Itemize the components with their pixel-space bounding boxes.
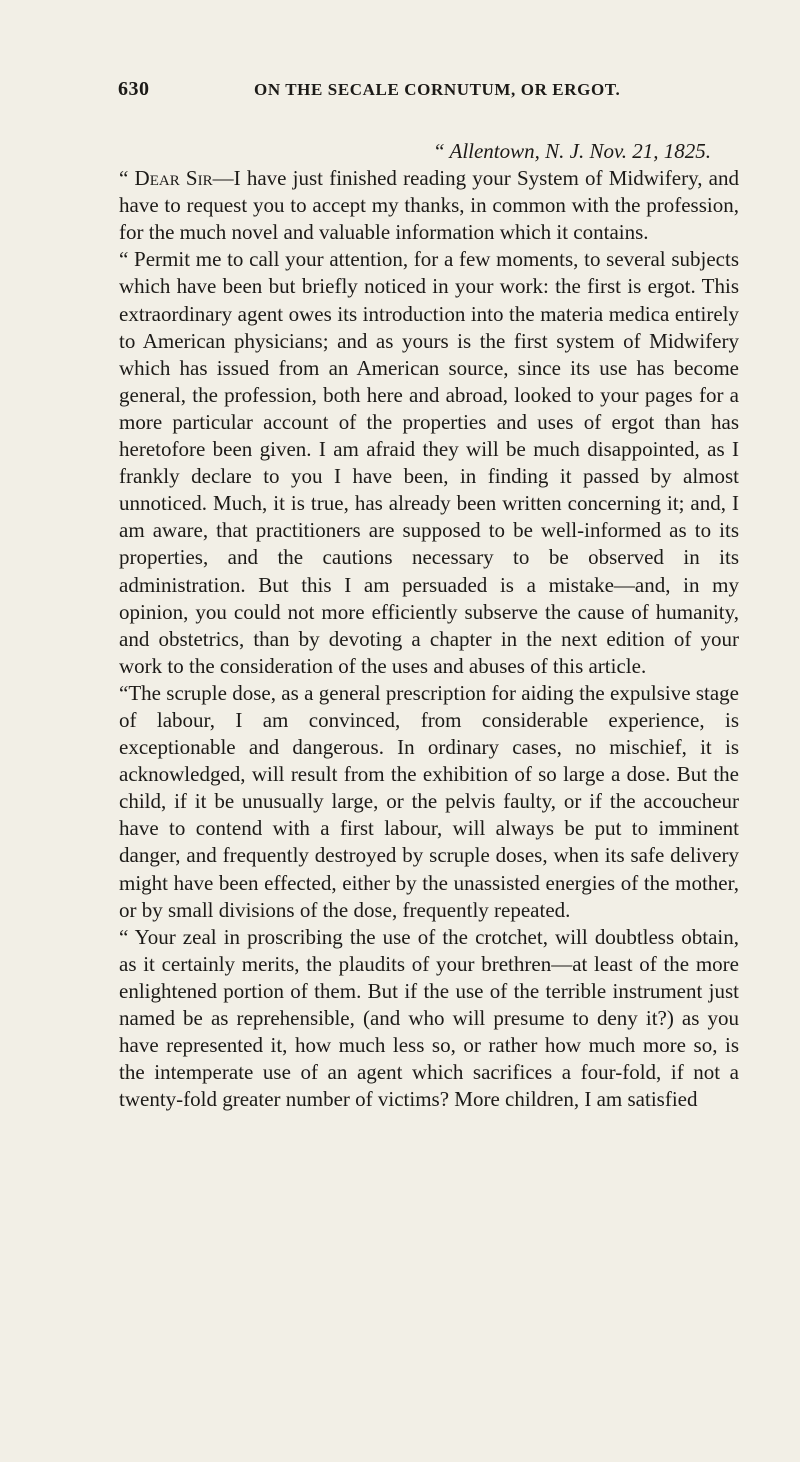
paragraph-2: “ Permit me to call your attention, for a few moments, to several subjects which have been but briefly noticed in your work: the first is ergot. This extraordinary agent owes its introduction into the materia medica entirely to American physicians; and as yours is the first system of Midwifery which has issued from an American source, since its use has become general, the profession, both here and abroad, looked to your pages for a more particular account of the properties and uses of ergot than has heretofore been given. I am afraid they will be much disappointed, as I frankly declare to you I have been, in finding it passed by almost unnoticed. Much, it is true, has already been written concerning it; and, I am aware, that practitioners are supposed to be well-informed as to its properties, and the cautions necessary to be observed in its administration. But this I am persuaded is a mistake—and, in my opinion, you could not more efficiently subserve the cause of humanity, and obstetrics, than by devoting a chapter in the next edition of your work to the consideration of the uses and abuses of this article.: [119, 247, 739, 678]
running-title: ON THE SECALE CORNUTUM, OR ERGOT.: [254, 80, 621, 99]
page-number: 630: [118, 78, 150, 100]
dateline: “ Allentown, N. J. Nov. 21, 1825.: [432, 139, 711, 163]
paragraph-3: “The scruple dose, as a general prescription for aiding the expulsive stage of labour, I am convinced, from considerable experience, is exceptionable and dangerous. In ordinary cases, no mischief, it is acknowledged, will result from the exhibition of so large a dose. But the child, if it be unusually large, or the pelvis faulty, or if the accoucheur have to contend with a first labour, will always be put to imminent danger, and frequently destroyed by scruple doses, when its safe delivery might have been effected, either by the unassisted energies of the mother, or by small divisions of the dose, frequently repeated.: [119, 680, 739, 922]
salutation: “ Dear Sir: [119, 166, 213, 191]
paragraph-4: “ Your zeal in proscribing the use of the crotchet, will doubtless obtain, as it certainly merits, the plaudits of your brethren—at least of the more enlightened portion of them. But if the use of the terrible instrument just named be as reprehensible, (and who will presume to deny it?) as you have represented it, how much less so, or rather how much more so, is the intemperate use of an agent which sacrifices a four-fold, if not a twenty-fold greater number of victims? More children, I am satisfied: [119, 924, 739, 1112]
page-header: [118, 78, 738, 106]
paragraph-1: “ Dear Sir—I have just finished reading your System of Midwifery, and have to request you to accept my thanks, in common with the profession, for the much novel and valuable information which it contains.: [119, 166, 740, 245]
letter-body: [119, 138, 739, 1113]
